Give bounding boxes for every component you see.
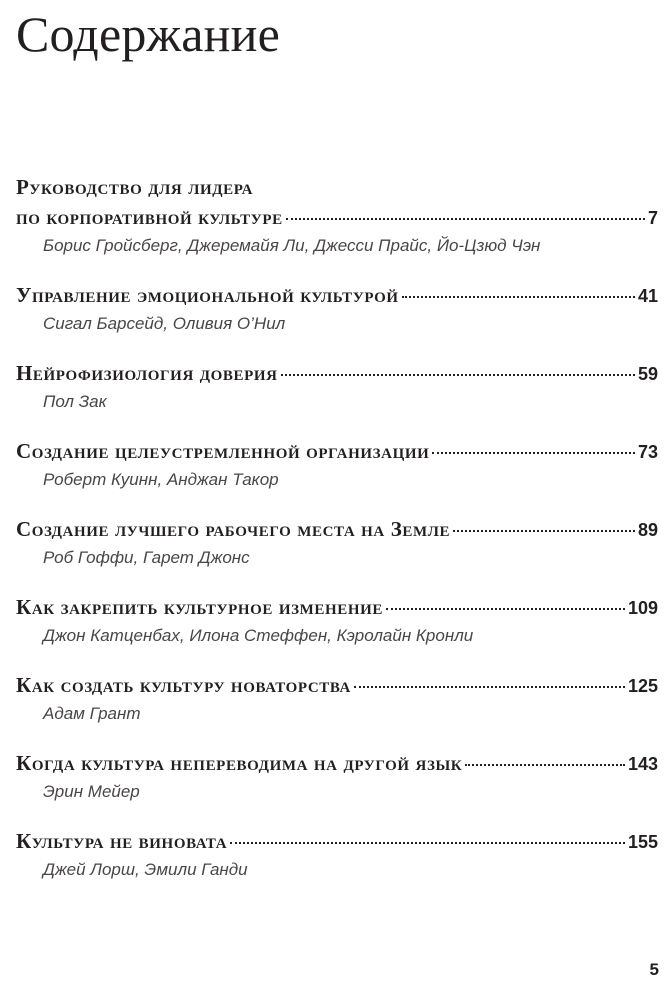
toc-entry-title-line: [16, 670, 658, 701]
toc-entry[interactable]: [16, 826, 658, 883]
toc-entry-authors: Эрин Мейер: [43, 782, 140, 801]
toc-entry-authors: Роб Гоффи, Гарет Джонс: [43, 548, 250, 567]
toc-page-number: 7: [647, 208, 658, 228]
toc-entry-authors: Адам Грант: [43, 704, 141, 723]
toc-entry[interactable]: [16, 670, 658, 727]
toc-page-number: 109: [627, 598, 658, 618]
toc-entry[interactable]: [16, 280, 658, 337]
toc-page-number: 89: [637, 520, 658, 540]
toc-entry-title-line: [16, 826, 658, 857]
dot-leader: [354, 686, 625, 688]
toc-entry-title-line: [16, 202, 658, 233]
page-folio-number: 5: [649, 960, 659, 979]
dot-leader: [402, 296, 635, 298]
table-of-contents: [16, 172, 658, 904]
toc-entry[interactable]: [16, 172, 658, 259]
toc-page-number: 143: [627, 754, 658, 774]
toc-entry[interactable]: [16, 358, 658, 415]
toc-page-number: 73: [637, 442, 658, 462]
toc-page-number: 155: [627, 832, 658, 852]
toc-entry-title: Создание лучшего рабочего места на Земле: [16, 517, 451, 541]
toc-entry-authors: Пол Зак: [43, 392, 107, 411]
toc-entry-title-line: [16, 172, 658, 202]
toc-entry-authors: Роберт Куинн, Анджан Такор: [43, 470, 279, 489]
toc-entry-authors: Джон Катценбах, Илона Стеффен, Кэролайн Кронли: [43, 626, 474, 645]
toc-entry-title: Когда культура непереводима на другой язык: [16, 751, 463, 775]
toc-entry-authors: Борис Гройсберг, Джеремайя Ли, Джесси Прайс, Йо-Цзюд Чэн: [43, 236, 541, 255]
toc-entry-title-line: [16, 436, 658, 467]
toc-entry-title-line: [16, 592, 658, 623]
toc-entry-title: Создание целеустремленной организации: [16, 439, 430, 463]
toc-entry-title: Как закрепить культурное изменение: [16, 595, 383, 619]
toc-entry[interactable]: [16, 748, 658, 805]
toc-page-number: 59: [637, 364, 658, 384]
dot-leader: [432, 452, 635, 454]
toc-page-number: 41: [637, 286, 658, 306]
toc-entry-title: Как создать культуру новаторства: [16, 673, 351, 697]
dot-leader: [286, 218, 645, 220]
toc-entry[interactable]: [16, 592, 658, 649]
toc-entry[interactable]: [16, 514, 658, 571]
toc-entry-title: Нейрофизиология доверия: [16, 361, 278, 385]
toc-page-number: 125: [627, 676, 658, 696]
toc-entry-title-line: [16, 748, 658, 779]
toc-entry-title: Управление эмоциональной культурой: [16, 283, 399, 307]
toc-entry-title: Руководство для лидера: [16, 175, 254, 199]
dot-leader: [230, 842, 625, 844]
dot-leader: [386, 608, 625, 610]
toc-entry-title: Культура не виновата: [16, 829, 228, 853]
toc-entry-authors: Джей Лорш, Эмили Ганди: [43, 860, 248, 879]
toc-entry-title: по корпоративной культуре: [16, 205, 283, 229]
dot-leader: [453, 530, 635, 532]
toc-entry-title-line: [16, 280, 658, 311]
dot-leader: [465, 764, 625, 766]
dot-leader: [281, 374, 635, 376]
page-title: Содержание: [16, 6, 280, 62]
toc-entry-authors: Сигал Барсейд, Оливия О’Нил: [43, 314, 286, 333]
toc-entry[interactable]: [16, 436, 658, 493]
toc-entry-title-line: [16, 358, 658, 389]
toc-entry-title-line: [16, 514, 658, 545]
